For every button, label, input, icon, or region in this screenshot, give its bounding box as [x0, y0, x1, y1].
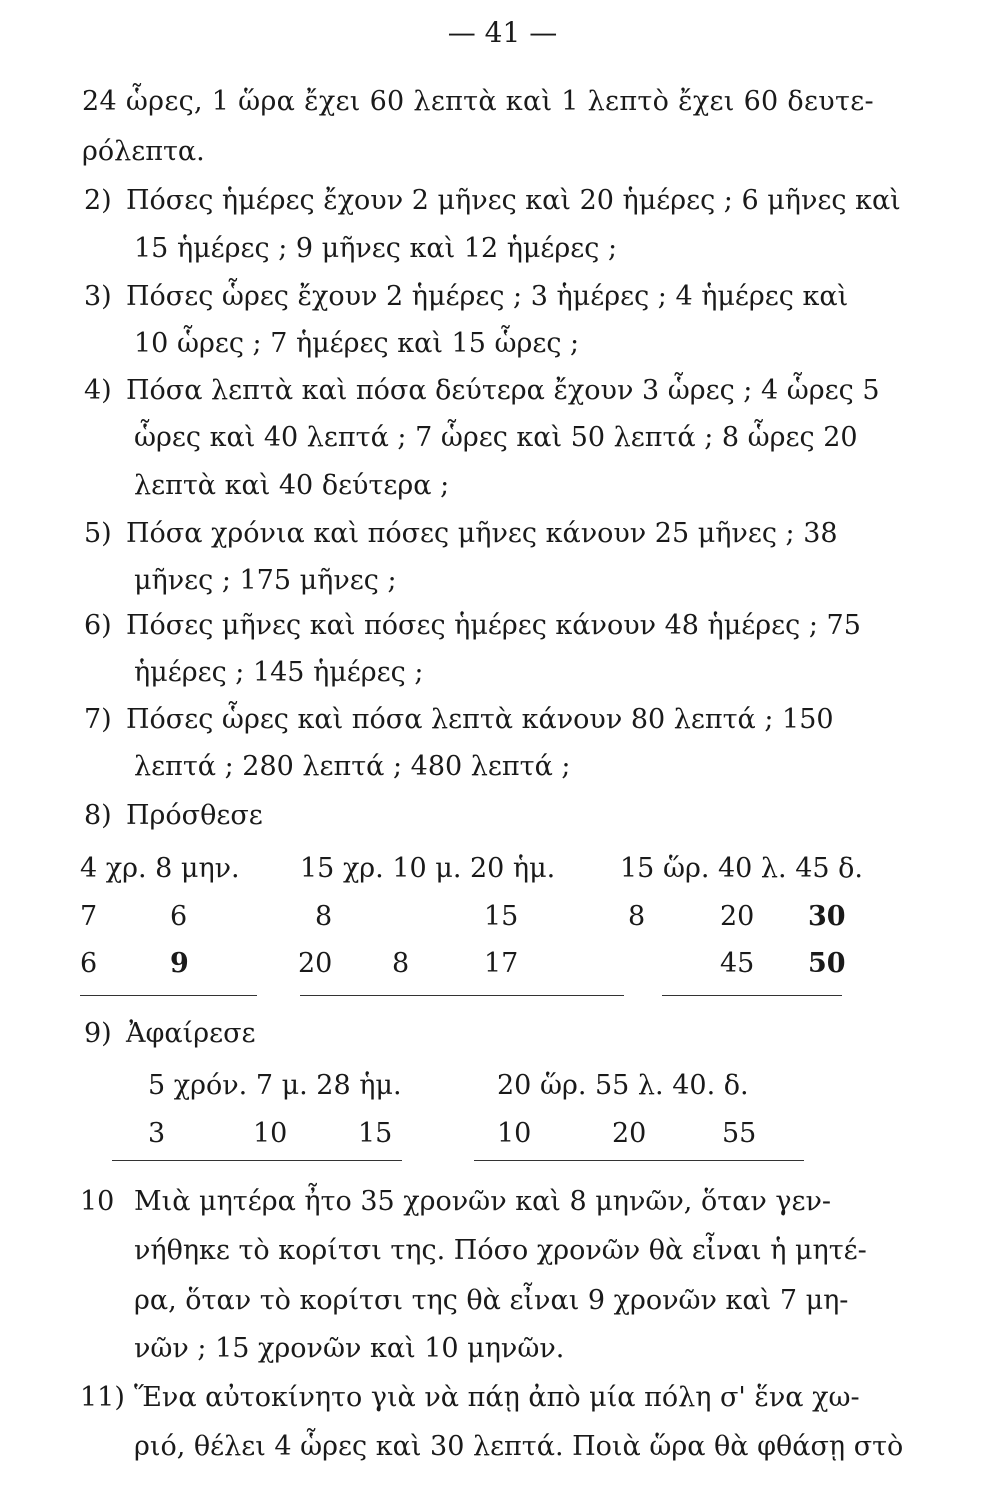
- exercise-11-line-2: ριό, θέλει 4 ὧρες καὶ 30 λεπτά. Ποιὰ ὥρα θὰ φθάσῃ στὸ: [134, 1431, 904, 1462]
- add-cell: 50: [808, 948, 846, 979]
- exercise-text: Πόσες ἡμέρες ἔχουν 2 μῆνες καὶ 20 ἡμέρες ; 6 μῆνες καὶ: [126, 185, 901, 216]
- subtract-cell: 3: [148, 1118, 166, 1149]
- subtract-header-years-months-days: 5 χρόν. 7 μ. 28 ἡμ.: [148, 1070, 402, 1101]
- add-cell: 17: [484, 948, 519, 979]
- add-cell: 7: [80, 901, 98, 932]
- exercise-number: 10: [80, 1186, 115, 1217]
- exercise-9-title-line: [84, 1020, 256, 1047]
- subtract-cell: 15: [358, 1118, 393, 1149]
- exercise-text: Πόσες ὧρες ἔχουν 2 ἡμέρες ; 3 ἡμέρες ; 4 ἡμέρες καὶ: [126, 281, 849, 312]
- sum-rule: [80, 995, 257, 996]
- exercise-4-line-2: ὧρες καὶ 40 λεπτά ; 7 ὧρες καὶ 50 λεπτά ; 8 ὧρες 20: [134, 422, 858, 453]
- add-cell: 45: [720, 948, 755, 979]
- exercise-2-line-2: 15 ἡμέρες ; 9 μῆνες καὶ 12 ἡμέρες ;: [134, 233, 618, 264]
- exercise-number: 11): [80, 1382, 125, 1413]
- add-cell: 8: [628, 901, 646, 932]
- exercise-4-line-1: [84, 377, 880, 404]
- exercise-number: 8): [84, 800, 112, 831]
- exercise-text: Ἕνα αὐτοκίνητο γιὰ νὰ πάῃ ἀπὸ μία πόλη σ' ἕνα χω-: [134, 1382, 860, 1413]
- exercise-2-line-1: [84, 187, 901, 214]
- intro-line-1: 24 ὧρες, 1 ὥρα ἔχει 60 λεπτὰ καὶ 1 λεπτὸ ἔχει 60 δευτε-: [82, 86, 874, 117]
- exercise-text: Πόσες ὧρες καὶ πόσα λεπτὰ κάνουν 80 λεπτά ; 150: [126, 704, 834, 735]
- exercise-number: 2): [84, 185, 112, 216]
- subtract-cell: 10: [253, 1118, 288, 1149]
- exercise-number: 5): [84, 518, 112, 549]
- exercise-number: 9): [84, 1018, 112, 1049]
- subtract-header-hours-min-sec: 20 ὥρ. 55 λ. 40. δ.: [497, 1070, 749, 1101]
- subtract-cell: 55: [722, 1118, 757, 1149]
- intro-line-2: ρόλεπτα.: [82, 136, 205, 167]
- exercise-number: 4): [84, 375, 112, 406]
- exercise-3-line-2: 10 ὧρες ; 7 ἡμέρες καὶ 15 ὧρες ;: [134, 328, 580, 359]
- sum-rule: [662, 995, 842, 996]
- exercise-10-line-3: ρα, ὅταν τὸ κορίτσι της θὰ εἶναι 9 χρονῶν καὶ 7 μη-: [134, 1285, 849, 1316]
- exercise-5-line-2: μῆνες ; 175 μῆνες ;: [134, 565, 397, 596]
- exercise-4-line-3: λεπτὰ καὶ 40 δεύτερα ;: [134, 470, 450, 501]
- exercise-title: Πρόσθεσε: [126, 800, 263, 831]
- exercise-text: Πόσες μῆνες καὶ πόσες ἡμέρες κάνουν 48 ἡμέρες ; 75: [126, 610, 861, 641]
- exercise-title: Ἀφαίρεσε: [126, 1018, 256, 1049]
- page-number: — 41 —: [447, 16, 558, 49]
- add-header-years-months-days: 15 χρ. 10 μ. 20 ἡμ.: [300, 853, 556, 884]
- subtract-cell: 10: [497, 1118, 532, 1149]
- exercise-7-line-1: [84, 706, 834, 733]
- exercise-number: 3): [84, 281, 112, 312]
- add-header-hours-min-sec: 15 ὥρ. 40 λ. 45 δ.: [620, 853, 863, 884]
- exercise-7-line-2: λεπτά ; 280 λεπτά ; 480 λεπτά ;: [134, 751, 571, 782]
- add-cell: 9: [170, 948, 189, 979]
- exercise-5-line-1: [84, 520, 838, 547]
- exercise-11-line-1: [80, 1384, 860, 1411]
- exercise-6-line-2: ἡμέρες ; 145 ἡμέρες ;: [134, 657, 424, 688]
- add-cell: 20: [298, 948, 333, 979]
- add-cell: 8: [392, 948, 410, 979]
- add-header-years-months: 4 χρ. 8 μην.: [80, 853, 240, 884]
- add-cell: 6: [80, 948, 98, 979]
- add-cell: 15: [484, 901, 519, 932]
- exercise-text: Πόσα χρόνια καὶ πόσες μῆνες κάνουν 25 μῆνες ; 38: [126, 518, 838, 549]
- exercise-10-line-4: νῶν ; 15 χρονῶν καὶ 10 μηνῶν.: [134, 1333, 565, 1364]
- exercise-8-title-line: [84, 802, 263, 829]
- exercise-10-line-1: [80, 1188, 831, 1215]
- exercise-6-line-1: [84, 612, 861, 639]
- add-cell: 6: [170, 901, 188, 932]
- sum-rule: [300, 995, 624, 996]
- add-cell: 20: [720, 901, 755, 932]
- exercise-text: Μιὰ μητέρα ἦτο 35 χρονῶν καὶ 8 μηνῶν, ὅταν γεν-: [134, 1186, 832, 1217]
- difference-rule: [474, 1160, 804, 1161]
- difference-rule: [112, 1160, 402, 1161]
- add-cell: 30: [808, 901, 846, 932]
- add-cell: 8: [315, 901, 333, 932]
- exercise-number: 6): [84, 610, 112, 641]
- subtract-cell: 20: [612, 1118, 647, 1149]
- exercise-number: 7): [84, 704, 112, 735]
- exercise-text: Πόσα λεπτὰ καὶ πόσα δεύτερα ἔχουν 3 ὧρες ; 4 ὧρες 5: [126, 375, 880, 406]
- exercise-3-line-1: [84, 283, 848, 310]
- exercise-10-line-2: νήθηκε τὸ κορίτσι της. Πόσο χρονῶν θὰ εἶναι ἡ μητέ-: [134, 1235, 867, 1266]
